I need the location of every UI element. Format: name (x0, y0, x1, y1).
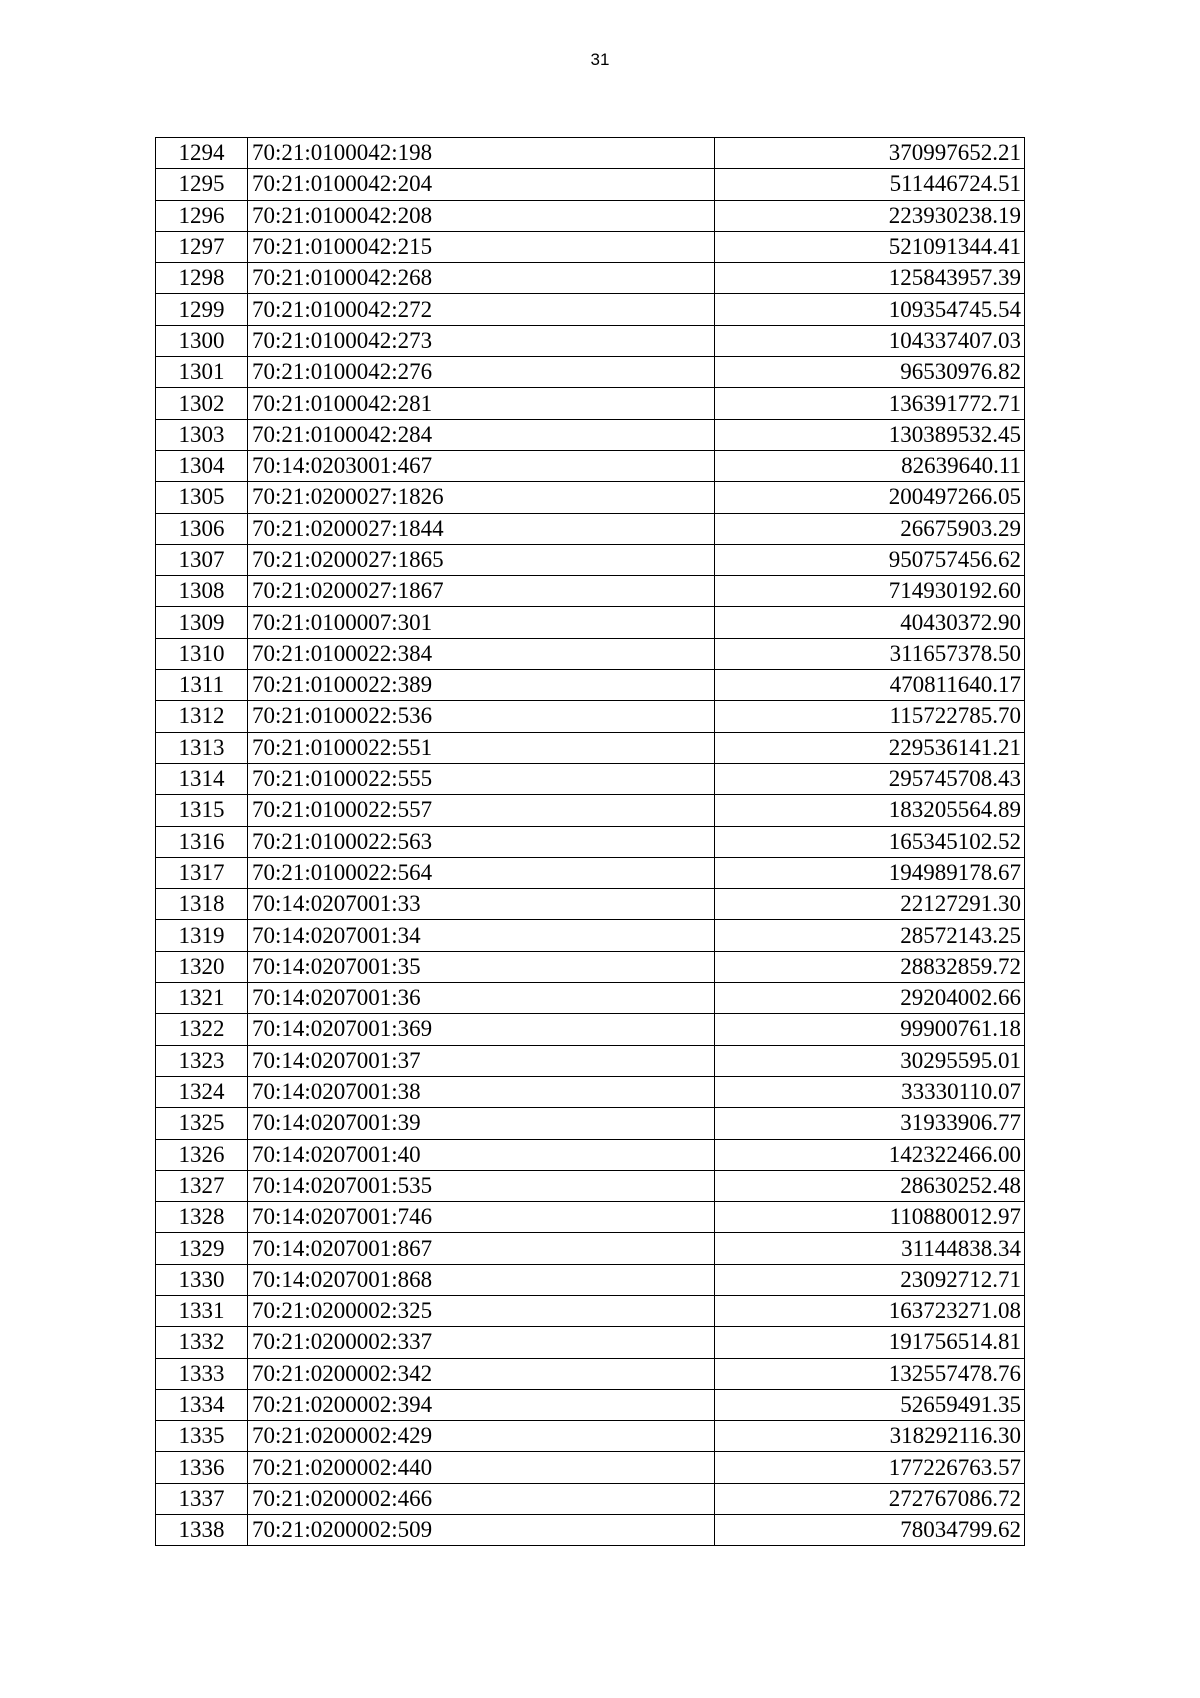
value-cell: 165345102.52 (715, 826, 1025, 857)
table-row (156, 1295, 1025, 1326)
table-row (156, 482, 1025, 513)
cadastral-number-cell: 70:21:0100007:301 (248, 607, 715, 638)
table-row (156, 1014, 1025, 1045)
row-number-cell: 1337 (156, 1483, 248, 1514)
cadastral-number-cell: 70:21:0100022:551 (248, 732, 715, 763)
value-cell: 52659491.35 (715, 1389, 1025, 1420)
value-cell: 311657378.50 (715, 638, 1025, 669)
cadastral-number-cell: 70:21:0200027:1844 (248, 513, 715, 544)
value-cell: 272767086.72 (715, 1483, 1025, 1514)
value-cell: 78034799.62 (715, 1515, 1025, 1546)
value-cell: 714930192.60 (715, 576, 1025, 607)
table-row (156, 732, 1025, 763)
cadastral-number-cell: 70:21:0200002:466 (248, 1483, 715, 1514)
cadastral-number-cell: 70:14:0207001:34 (248, 920, 715, 951)
value-cell: 28832859.72 (715, 951, 1025, 982)
row-number-cell: 1333 (156, 1358, 248, 1389)
table-row (156, 1170, 1025, 1201)
table-row (156, 889, 1025, 920)
table-row (156, 1421, 1025, 1452)
row-number-cell: 1302 (156, 388, 248, 419)
row-number-cell: 1294 (156, 138, 248, 169)
value-cell: 28630252.48 (715, 1170, 1025, 1201)
value-cell: 370997652.21 (715, 138, 1025, 169)
value-cell: 950757456.62 (715, 544, 1025, 575)
table-row (156, 450, 1025, 481)
cadastral-number-cell: 70:14:0207001:36 (248, 983, 715, 1014)
row-number-cell: 1311 (156, 670, 248, 701)
row-number-cell: 1321 (156, 983, 248, 1014)
value-cell: 99900761.18 (715, 1014, 1025, 1045)
row-number-cell: 1328 (156, 1202, 248, 1233)
table-row (156, 983, 1025, 1014)
row-number-cell: 1313 (156, 732, 248, 763)
row-number-cell: 1316 (156, 826, 248, 857)
value-cell: 96530976.82 (715, 357, 1025, 388)
value-cell: 30295595.01 (715, 1045, 1025, 1076)
table-row (156, 544, 1025, 575)
value-cell: 22127291.30 (715, 889, 1025, 920)
table-row (156, 576, 1025, 607)
table-row (156, 138, 1025, 169)
table-row (156, 169, 1025, 200)
cadastral-number-cell: 70:21:0100042:268 (248, 263, 715, 294)
row-number-cell: 1334 (156, 1389, 248, 1420)
value-cell: 115722785.70 (715, 701, 1025, 732)
page-number: 31 (590, 50, 610, 69)
table-row (156, 1076, 1025, 1107)
row-number-cell: 1312 (156, 701, 248, 732)
value-cell: 104337407.03 (715, 325, 1025, 356)
table-row (156, 419, 1025, 450)
cadastral-number-cell: 70:21:0100022:384 (248, 638, 715, 669)
table-body (156, 138, 1025, 1546)
cadastral-number-cell: 70:21:0100042:204 (248, 169, 715, 200)
cadastral-number-cell: 70:14:0207001:867 (248, 1233, 715, 1264)
value-cell: 318292116.30 (715, 1421, 1025, 1452)
cadastral-number-cell: 70:14:0207001:35 (248, 951, 715, 982)
value-cell: 223930238.19 (715, 200, 1025, 231)
cadastral-number-cell: 70:14:0207001:38 (248, 1076, 715, 1107)
table-row (156, 263, 1025, 294)
cadastral-number-cell: 70:21:0100042:208 (248, 200, 715, 231)
table-row (156, 670, 1025, 701)
row-number-cell: 1305 (156, 482, 248, 513)
row-number-cell: 1314 (156, 763, 248, 794)
row-number-cell: 1295 (156, 169, 248, 200)
value-cell: 109354745.54 (715, 294, 1025, 325)
cadastral-number-cell: 70:14:0207001:746 (248, 1202, 715, 1233)
table-row (156, 607, 1025, 638)
value-cell: 31144838.34 (715, 1233, 1025, 1264)
cadastral-number-cell: 70:14:0207001:37 (248, 1045, 715, 1076)
table-row (156, 325, 1025, 356)
table-row (156, 1389, 1025, 1420)
cadastral-number-cell: 70:21:0200027:1826 (248, 482, 715, 513)
row-number-cell: 1326 (156, 1139, 248, 1170)
row-number-cell: 1301 (156, 357, 248, 388)
row-number-cell: 1338 (156, 1515, 248, 1546)
table-row (156, 1452, 1025, 1483)
row-number-cell: 1331 (156, 1295, 248, 1326)
row-number-cell: 1323 (156, 1045, 248, 1076)
row-number-cell: 1315 (156, 795, 248, 826)
value-cell: 194989178.67 (715, 857, 1025, 888)
row-number-cell: 1317 (156, 857, 248, 888)
cadastral-number-cell: 70:21:0100042:281 (248, 388, 715, 419)
value-cell: 110880012.97 (715, 1202, 1025, 1233)
row-number-cell: 1336 (156, 1452, 248, 1483)
row-number-cell: 1329 (156, 1233, 248, 1264)
value-cell: 33330110.07 (715, 1076, 1025, 1107)
cadastral-number-cell: 70:14:0203001:467 (248, 450, 715, 481)
value-cell: 521091344.41 (715, 231, 1025, 262)
value-cell: 229536141.21 (715, 732, 1025, 763)
table-row (156, 388, 1025, 419)
table-row (156, 920, 1025, 951)
value-cell: 82639640.11 (715, 450, 1025, 481)
row-number-cell: 1297 (156, 231, 248, 262)
row-number-cell: 1335 (156, 1421, 248, 1452)
row-number-cell: 1306 (156, 513, 248, 544)
data-table (155, 137, 1025, 1546)
value-cell: 26675903.29 (715, 513, 1025, 544)
row-number-cell: 1304 (156, 450, 248, 481)
value-cell: 31933906.77 (715, 1108, 1025, 1139)
row-number-cell: 1332 (156, 1327, 248, 1358)
row-number-cell: 1325 (156, 1108, 248, 1139)
row-number-cell: 1318 (156, 889, 248, 920)
cadastral-number-cell: 70:21:0100022:564 (248, 857, 715, 888)
table-row (156, 795, 1025, 826)
table-row (156, 763, 1025, 794)
cadastral-number-cell: 70:21:0200002:394 (248, 1389, 715, 1420)
value-cell: 200497266.05 (715, 482, 1025, 513)
cadastral-number-cell: 70:21:0200002:337 (248, 1327, 715, 1358)
cadastral-number-cell: 70:21:0200002:325 (248, 1295, 715, 1326)
table-row (156, 1045, 1025, 1076)
cadastral-number-cell: 70:21:0200027:1867 (248, 576, 715, 607)
table-row (156, 1139, 1025, 1170)
cadastral-number-cell: 70:21:0200002:342 (248, 1358, 715, 1389)
table-row (156, 1108, 1025, 1139)
value-cell: 23092712.71 (715, 1264, 1025, 1295)
cadastral-number-cell: 70:21:0200027:1865 (248, 544, 715, 575)
table-row (156, 513, 1025, 544)
cadastral-number-cell: 70:21:0100022:555 (248, 763, 715, 794)
cadastral-number-cell: 70:21:0100022:536 (248, 701, 715, 732)
table-row (156, 701, 1025, 732)
value-cell: 183205564.89 (715, 795, 1025, 826)
row-number-cell: 1299 (156, 294, 248, 325)
cadastral-number-cell: 70:21:0100042:276 (248, 357, 715, 388)
table-row (156, 951, 1025, 982)
table-row (156, 1358, 1025, 1389)
table-row (156, 638, 1025, 669)
table-row (156, 1264, 1025, 1295)
cadastral-number-cell: 70:14:0207001:39 (248, 1108, 715, 1139)
row-number-cell: 1300 (156, 325, 248, 356)
value-cell: 511446724.51 (715, 169, 1025, 200)
cadastral-number-cell: 70:21:0200002:440 (248, 1452, 715, 1483)
cadastral-number-cell: 70:21:0100022:389 (248, 670, 715, 701)
table-row (156, 826, 1025, 857)
row-number-cell: 1310 (156, 638, 248, 669)
cadastral-number-cell: 70:14:0207001:535 (248, 1170, 715, 1201)
value-cell: 177226763.57 (715, 1452, 1025, 1483)
table-row (156, 294, 1025, 325)
value-cell: 136391772.71 (715, 388, 1025, 419)
row-number-cell: 1324 (156, 1076, 248, 1107)
cadastral-number-cell: 70:21:0100042:198 (248, 138, 715, 169)
cadastral-number-cell: 70:21:0100022:557 (248, 795, 715, 826)
row-number-cell: 1309 (156, 607, 248, 638)
cadastral-number-cell: 70:21:0200002:509 (248, 1515, 715, 1546)
row-number-cell: 1307 (156, 544, 248, 575)
row-number-cell: 1319 (156, 920, 248, 951)
value-cell: 132557478.76 (715, 1358, 1025, 1389)
cadastral-number-cell: 70:21:0100042:273 (248, 325, 715, 356)
cadastral-number-cell: 70:14:0207001:33 (248, 889, 715, 920)
cadastral-number-cell: 70:21:0100022:563 (248, 826, 715, 857)
value-cell: 130389532.45 (715, 419, 1025, 450)
table-row (156, 357, 1025, 388)
cadastral-number-cell: 70:14:0207001:40 (248, 1139, 715, 1170)
value-cell: 142322466.00 (715, 1139, 1025, 1170)
row-number-cell: 1303 (156, 419, 248, 450)
row-number-cell: 1322 (156, 1014, 248, 1045)
table-row (156, 231, 1025, 262)
cadastral-number-cell: 70:21:0100042:215 (248, 231, 715, 262)
value-cell: 28572143.25 (715, 920, 1025, 951)
value-cell: 29204002.66 (715, 983, 1025, 1014)
table-row (156, 200, 1025, 231)
row-number-cell: 1327 (156, 1170, 248, 1201)
cadastral-number-cell: 70:21:0100042:272 (248, 294, 715, 325)
row-number-cell: 1296 (156, 200, 248, 231)
table-row (156, 1233, 1025, 1264)
table-row (156, 1515, 1025, 1546)
value-cell: 163723271.08 (715, 1295, 1025, 1326)
table-row (156, 1202, 1025, 1233)
cadastral-number-cell: 70:14:0207001:369 (248, 1014, 715, 1045)
value-cell: 470811640.17 (715, 670, 1025, 701)
value-cell: 295745708.43 (715, 763, 1025, 794)
row-number-cell: 1330 (156, 1264, 248, 1295)
value-cell: 40430372.90 (715, 607, 1025, 638)
row-number-cell: 1308 (156, 576, 248, 607)
value-cell: 125843957.39 (715, 263, 1025, 294)
row-number-cell: 1320 (156, 951, 248, 982)
table-row (156, 857, 1025, 888)
row-number-cell: 1298 (156, 263, 248, 294)
cadastral-number-cell: 70:14:0207001:868 (248, 1264, 715, 1295)
value-cell: 191756514.81 (715, 1327, 1025, 1358)
cadastral-number-cell: 70:21:0200002:429 (248, 1421, 715, 1452)
table-row (156, 1327, 1025, 1358)
table-row (156, 1483, 1025, 1514)
cadastral-number-cell: 70:21:0100042:284 (248, 419, 715, 450)
